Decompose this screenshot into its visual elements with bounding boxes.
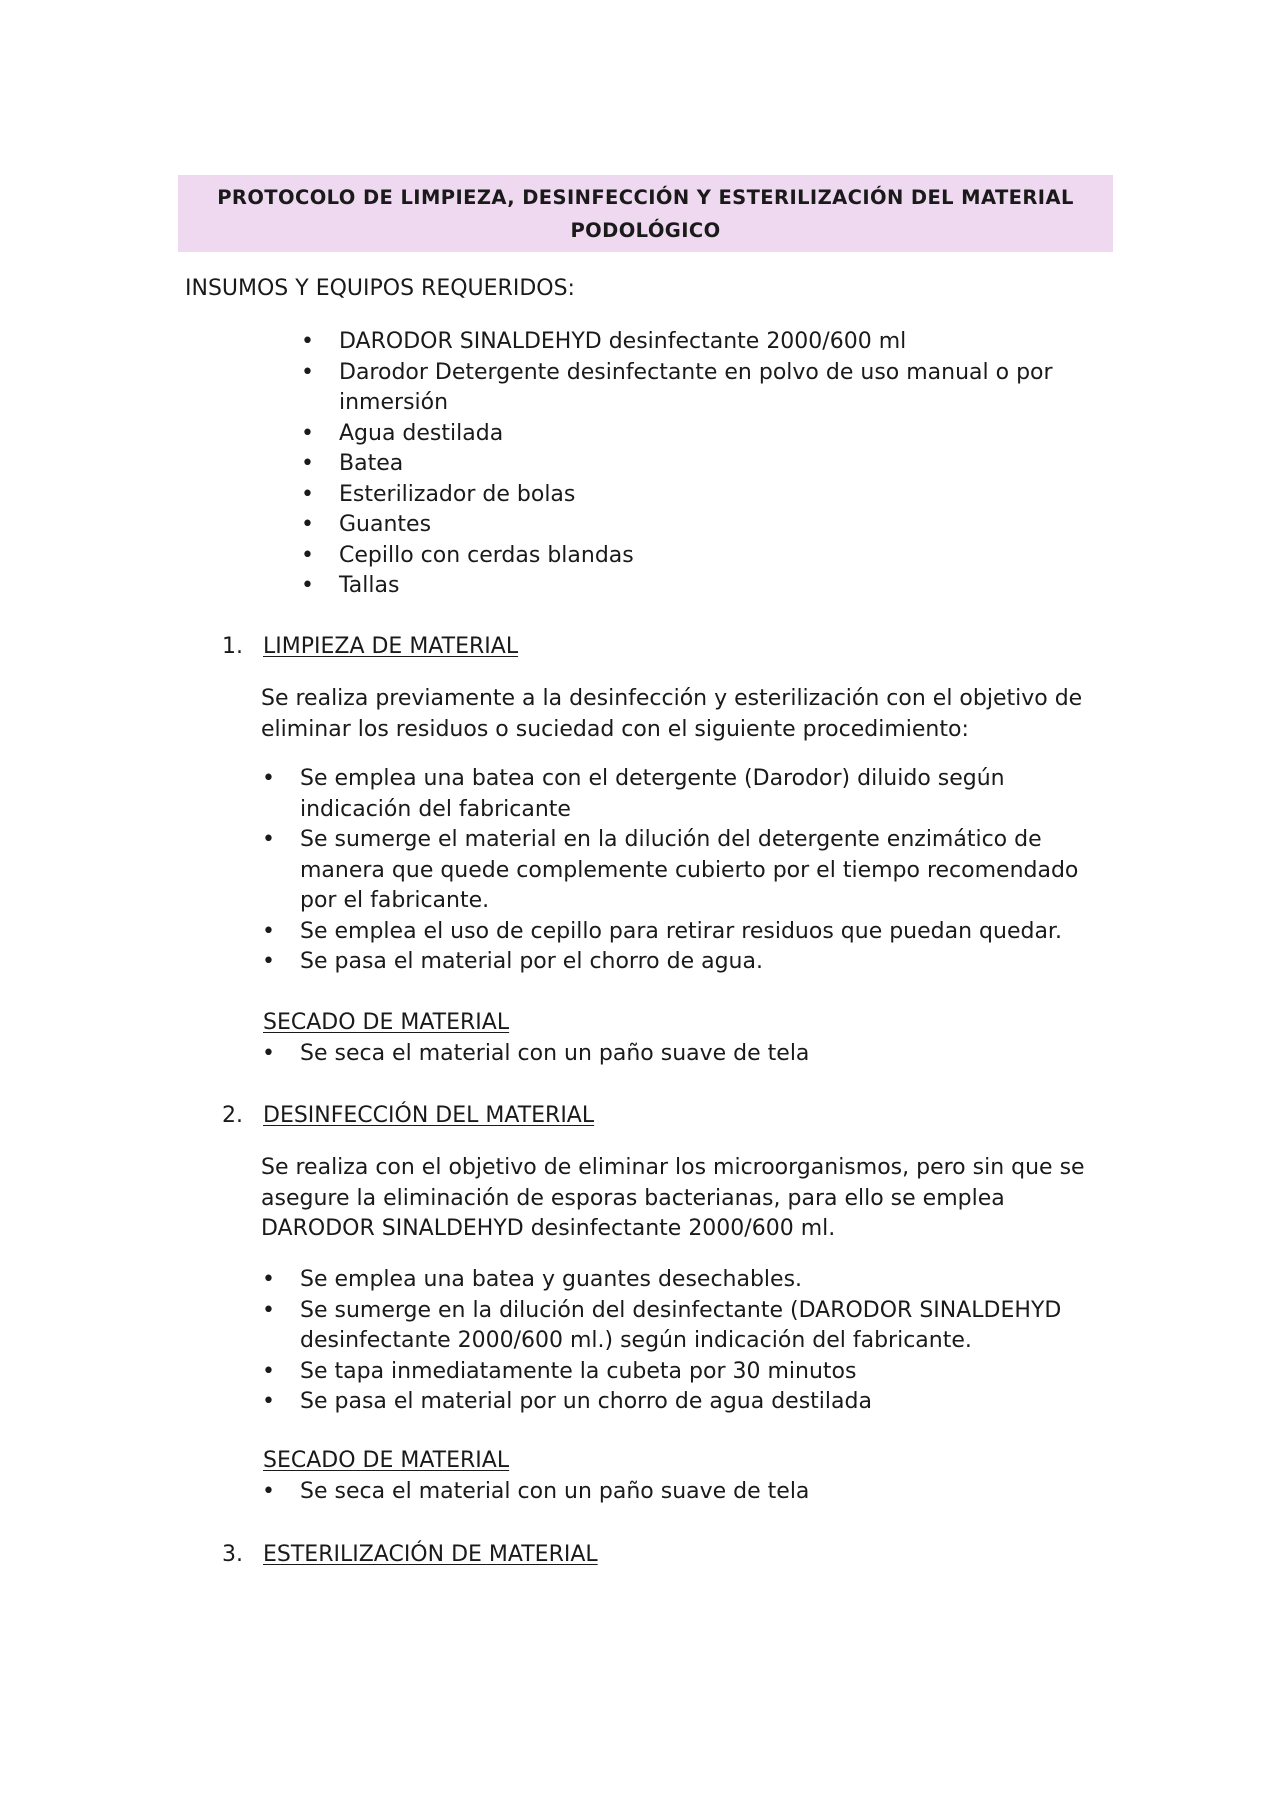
bullet-icon: • <box>262 1267 275 1292</box>
section-number: 1. <box>222 634 243 659</box>
section-intro: Se realiza con el objetivo de eliminar los microorganismos, pero sin que se asegure la eliminación de esporas bacterianas, para ello se emplea DARODOR SINALDEHYD desinfectante 2000/600 ml. <box>261 1155 1085 1241</box>
list-item: • Se seca el material con un paño suave de tela <box>300 1477 1120 1508</box>
list-item: • Agua destilada <box>339 419 1119 450</box>
list-item: • Se tapa inmediatamente la cubeta por 30 minutos <box>300 1357 1120 1388</box>
bullet-icon: • <box>301 512 314 537</box>
bullet-icon: • <box>262 827 275 852</box>
section-intro: Se realiza previamente a la desinfección y esterilización con el objetivo de eliminar los residuos o suciedad con el siguiente procedimiento: <box>261 686 1083 742</box>
list-item: • Guantes <box>339 510 1119 541</box>
list-item: • Se sumerge en la dilución del desinfectante (DARODOR SINALDEHYD desinfectante 2000/600 ml.) según indicación del fabricante. <box>262 1297 1062 1353</box>
bullet-icon: • <box>262 1297 275 1323</box>
bullet-icon: • <box>262 766 275 791</box>
section-number: 2. <box>222 1103 243 1128</box>
document-title: PROTOCOLO DE LIMPIEZA, DESINFECCIÓN Y ESTERILIZACIÓN DEL MATERIAL PODOLÓGICO <box>217 185 1074 242</box>
list-item: • Se pasa el material por el chorro de agua. <box>300 947 1120 978</box>
list-item: • Se emplea el uso de cepillo para retirar residuos que puedan quedar. <box>300 917 1120 948</box>
secado-heading: SECADO DE MATERIAL <box>263 1448 510 1473</box>
secado-heading: SECADO DE MATERIAL <box>263 1010 510 1035</box>
bullet-icon: • <box>301 359 314 385</box>
list-item: • Darodor Detergente desinfectante en polvo de uso manual o por inmersión <box>301 359 1053 415</box>
section-title: DESINFECCIÓN DEL MATERIAL <box>263 1103 595 1128</box>
secado-list <box>262 1039 1120 1070</box>
procedure-list <box>262 764 1120 978</box>
insumos-heading: INSUMOS Y EQUIPOS REQUERIDOS: <box>185 276 575 301</box>
list-item: • Se seca el material con un paño suave de tela <box>300 1039 1120 1070</box>
bullet-icon: • <box>301 420 314 446</box>
bullet-icon: • <box>262 1358 275 1384</box>
list-item: • Se pasa el material por un chorro de agua destilada <box>300 1387 1120 1418</box>
procedure-list <box>262 1265 1120 1418</box>
bullet-icon: • <box>262 1479 275 1504</box>
list-item: • Se emplea una batea con el detergente (Darodor) diluido según indicación del fabricante <box>262 766 1005 822</box>
bullet-icon: • <box>262 1389 275 1414</box>
list-item: • Se sumerge el material en la dilución del detergente enzimático de manera que quede complemente cubierto por el tiempo recomendado por el fabricante. <box>262 827 1079 913</box>
secado-list <box>262 1477 1120 1508</box>
bullet-icon: • <box>301 329 314 354</box>
list-item: • Cepillo con cerdas blandas <box>339 541 1119 572</box>
document-title-box <box>178 175 1113 252</box>
section-title: ESTERILIZACIÓN DE MATERIAL <box>263 1542 598 1567</box>
section-number: 3. <box>222 1542 243 1567</box>
list-item: • Se emplea una batea y guantes desechables. <box>300 1265 1120 1296</box>
bullet-icon: • <box>301 481 314 507</box>
bullet-icon: • <box>262 918 275 944</box>
bullet-icon: • <box>301 542 314 568</box>
bullet-icon: • <box>301 573 314 598</box>
bullet-icon: • <box>301 451 314 476</box>
list-item: • DARODOR SINALDEHYD desinfectante 2000/600 ml <box>339 327 1119 358</box>
bullet-icon: • <box>262 949 275 974</box>
list-item: • Esterilizador de bolas <box>339 480 1119 511</box>
list-item: • Batea <box>339 449 1119 480</box>
section-title: LIMPIEZA DE MATERIAL <box>263 634 519 659</box>
bullet-icon: • <box>262 1041 275 1066</box>
list-item: • Tallas <box>339 571 1119 602</box>
insumos-list <box>301 327 1119 602</box>
